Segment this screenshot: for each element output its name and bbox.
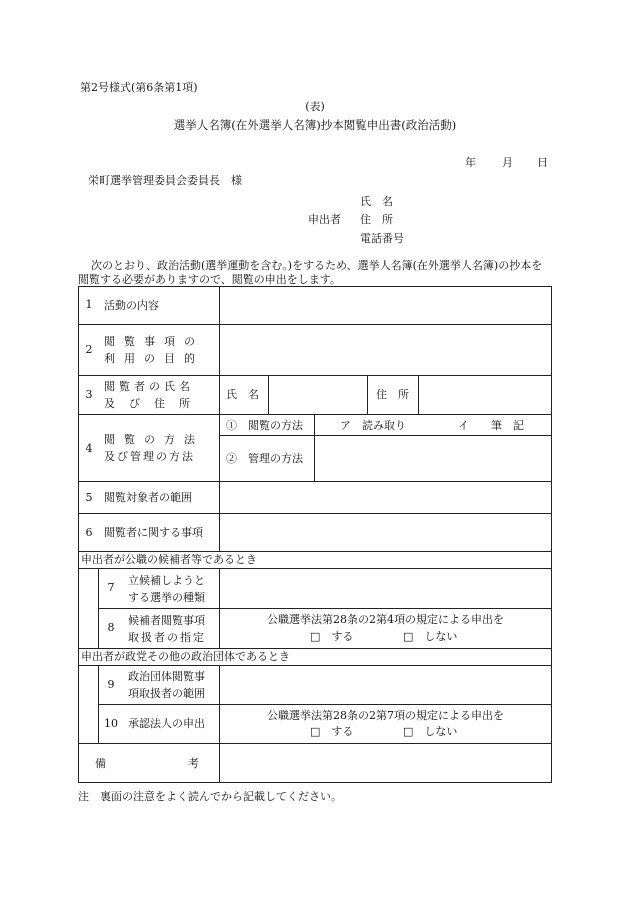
footnote: 注 裏面の注意をよく読んでから記載してください。 <box>78 790 342 803</box>
date-year-label: 年 <box>465 156 476 169</box>
purpose-field[interactable] <box>220 325 551 375</box>
row-8-label <box>128 609 218 648</box>
viewer-name-label: 氏 名 <box>226 388 259 401</box>
row-4-number: 4 <box>85 442 93 455</box>
party-handler-scope-field[interactable] <box>220 666 551 704</box>
applicant-address-label: 住 所 <box>360 213 393 226</box>
row-10-checkbox-no[interactable]: □ しない <box>403 725 458 738</box>
row-2-label <box>104 325 214 375</box>
row-2-label-line1: 閲覧事項の <box>104 335 204 348</box>
target-scope-field[interactable] <box>220 482 551 513</box>
row-4-label-line2: 及び管理の方法 <box>104 450 195 463</box>
row-7-label-line2: する選挙の種類 <box>128 590 205 604</box>
row-7-label-line1: 立候補しようと <box>128 573 205 587</box>
remarks-label-1: 備 <box>95 757 106 770</box>
election-type-field[interactable] <box>220 569 551 608</box>
row-5-number: 5 <box>85 491 93 504</box>
row-8-label-line1: 候補者閲覧事項 <box>128 613 205 627</box>
row-10-checkbox-yes[interactable]: □ する <box>310 725 354 738</box>
row-8-number: 8 <box>107 621 115 634</box>
row-10-statement: 公職選挙法第28条の2第7項の規定による申出を <box>267 709 504 722</box>
row-3-label <box>104 376 216 414</box>
date-day-label: 日 <box>537 156 548 169</box>
row-3-label-line1: 閲覧者の氏名 <box>104 380 194 393</box>
row-7-number: 7 <box>107 581 115 594</box>
row-3-label-line2: 及び住所 <box>104 397 204 410</box>
option-read[interactable]: ア 読み取り <box>340 419 406 432</box>
form-side-label: (表) <box>305 100 325 113</box>
row-1-number: 1 <box>85 298 93 311</box>
row-9-label-line2: 項取扱者の範囲 <box>128 687 205 700</box>
row-1-label <box>104 286 212 324</box>
addressee: 栄町選挙管理委員会委員長 様 <box>88 174 242 187</box>
applicant-phone-label: 電話番号 <box>360 232 404 245</box>
row-9-number: 9 <box>107 678 115 691</box>
row-3-number: 3 <box>85 388 93 401</box>
row-9-label <box>128 666 218 704</box>
viewing-method-label: ① 閲覧の方法 <box>226 419 303 432</box>
row-8-checkbox-yes[interactable]: □ する <box>310 630 354 643</box>
row-4-label-line1: 閲覧の方法 <box>104 433 204 446</box>
intro-paragraph: 次のとおり、政治活動(選挙運動を含む。)をするため、選挙人名簿(在外選挙人名簿)の抄本を閲覧する必要がありますので、閲覧の申出をします。 <box>78 259 543 286</box>
row-10-label: 承認法人の申出 <box>128 717 205 730</box>
row-2-number: 2 <box>85 343 93 356</box>
row-8-statement: 公職選挙法第28条の2第4項の規定による申出を <box>267 613 504 626</box>
remarks-field[interactable] <box>220 744 551 782</box>
row-6-label: 閲覧者に関する事項 <box>104 526 203 539</box>
row-5-label: 閲覧対象者の範囲 <box>104 491 192 504</box>
row-7-label <box>128 569 218 608</box>
applicant-name-label: 氏 名 <box>360 195 393 208</box>
activity-content-field[interactable] <box>220 287 551 324</box>
management-method-label: ② 管理の方法 <box>226 452 303 465</box>
form-number: 第2号様式(第6条第1項) <box>80 81 198 94</box>
remarks-label-2: 考 <box>188 757 199 770</box>
date-month-label: 月 <box>502 156 513 169</box>
row-4-label <box>104 415 216 481</box>
management-method-field[interactable] <box>315 436 551 481</box>
row-9-label-line1: 政治団体閲覧事 <box>128 670 205 683</box>
row-2-label-line2: 利用の目的 <box>104 352 204 365</box>
document-title: 選挙人名簿(在外選挙人名簿)抄本閲覧申出書(政治活動) <box>173 118 457 132</box>
section-party-heading: 申出者が政党その他の政治団体であるとき <box>81 650 290 663</box>
viewer-address-field[interactable] <box>419 376 551 414</box>
viewer-matters-field[interactable] <box>220 514 551 551</box>
row-1-label-text: 活動の内容 <box>104 298 159 312</box>
section-candidate-heading: 申出者が公職の候補者等であるとき <box>81 553 257 566</box>
row-6-number: 6 <box>85 526 93 539</box>
viewer-name-field[interactable] <box>269 376 367 414</box>
row-8-label-line2: 取扱者の指定 <box>128 630 206 644</box>
viewer-address-label: 住 所 <box>376 388 409 401</box>
option-transcribe[interactable]: イ 筆 記 <box>458 419 524 432</box>
row-10-number: 10 <box>104 717 118 730</box>
row-8-checkbox-no[interactable]: □ しない <box>403 630 458 643</box>
applicant-group-label: 申出者 <box>308 213 341 226</box>
